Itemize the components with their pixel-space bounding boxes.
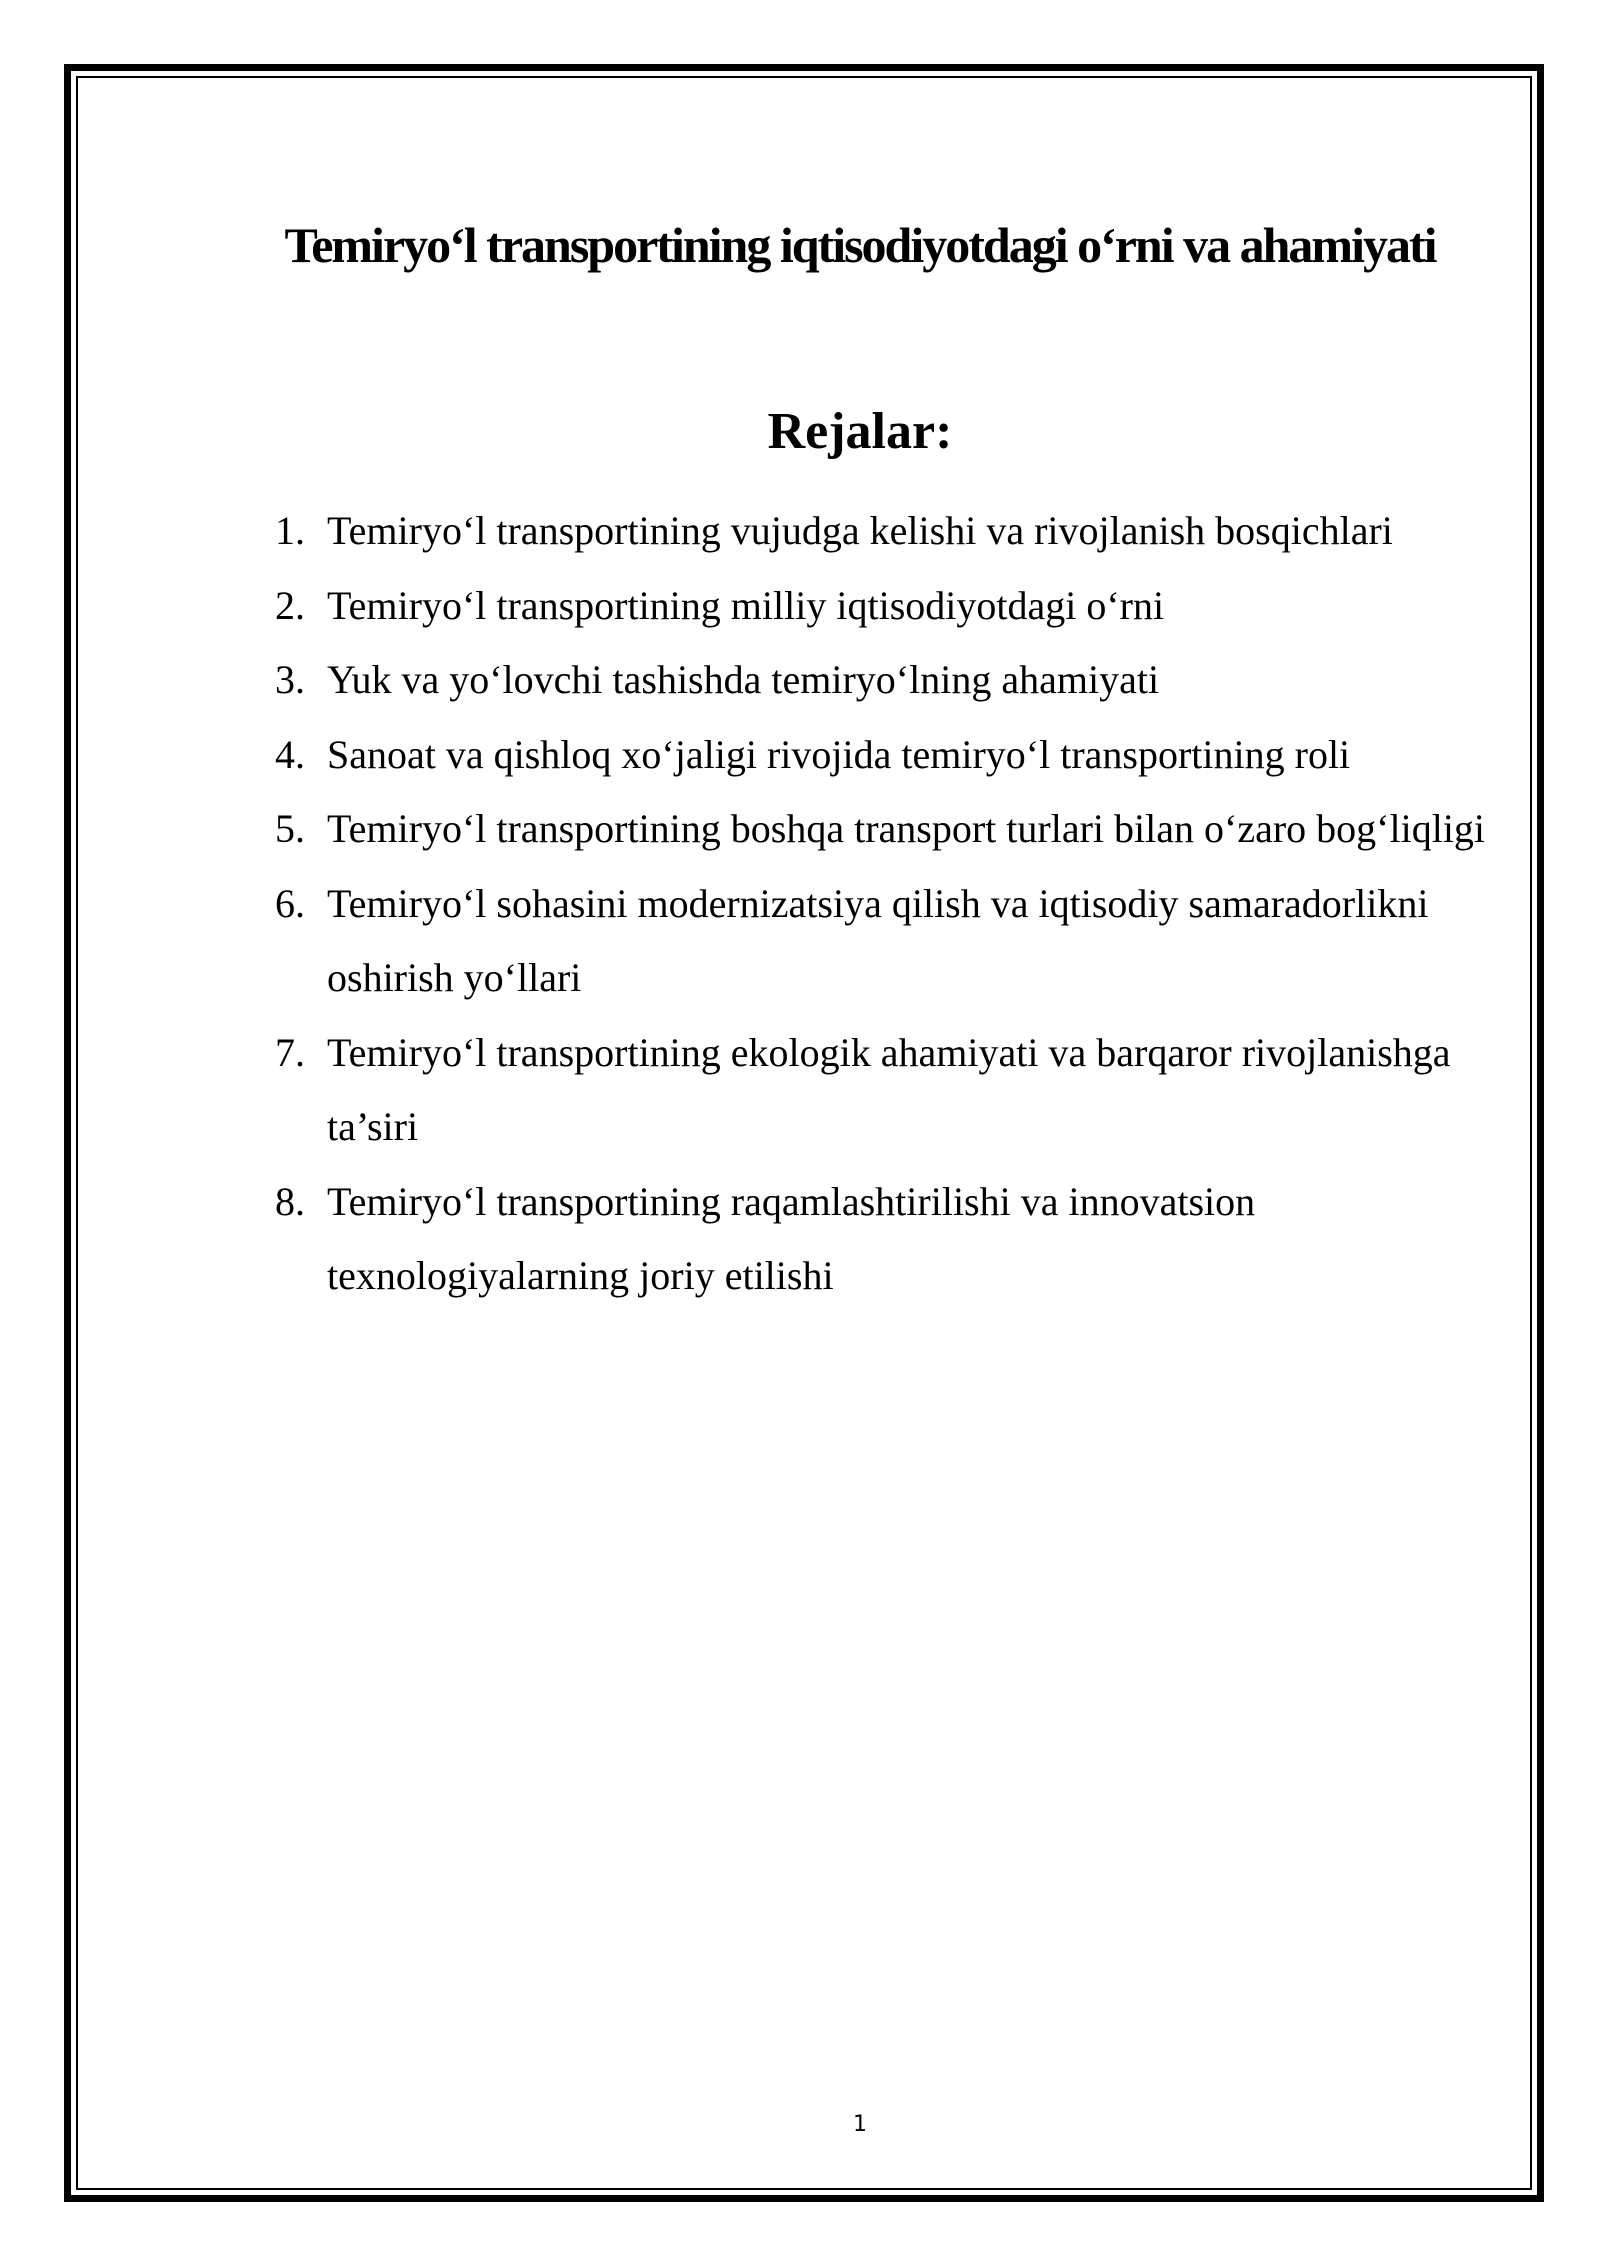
plan-item-text: Temiryo‘l sohasini modernizatsiya qilish va iqtisodiy samaradorlikni oshirish yo‘llari <box>327 880 1429 1000</box>
plan-item-text: Temiryo‘l transportining boshqa transport turlari bilan o‘zaro bog‘liqligi <box>327 806 1486 851</box>
plan-item-text: Temiryo‘l transportining vujudga kelishi va rivojlanish bosqichlari <box>327 508 1393 553</box>
plan-item-number: 4. <box>275 731 305 777</box>
plan-list <box>272 494 1492 1314</box>
plan-item-number: 1. <box>275 508 305 553</box>
plan-item <box>272 718 1492 793</box>
plan-item <box>272 494 1492 569</box>
plan-item <box>272 643 1492 718</box>
plan-item-number: 5. <box>275 806 305 851</box>
plan-item <box>272 1016 1492 1165</box>
plan-item-text: Yuk va yo‘lovchi tashishda temiryo‘lning ahamiyati <box>327 657 1160 702</box>
plan-item-text: Temiryo‘l transportining raqamlashtirilishi va innovatsion texnologiyalarning joriy etilishi <box>327 1178 1256 1298</box>
document-title: Temiryo‘l transportining iqtisodiyotdagi o‘rni va ahamiyati <box>284 217 1436 273</box>
plan-item <box>272 867 1492 1016</box>
plan-item <box>272 1165 1492 1314</box>
plan-item-text: Sanoat va qishloq xo‘jaligi rivojida temiryo‘l transportining roli <box>327 731 1351 777</box>
plan-item <box>272 792 1492 867</box>
plan-heading: Rejalar: <box>767 403 953 460</box>
plan-item-text: Temiryo‘l transportining milliy iqtisodiyotdagi o‘rni <box>327 582 1165 628</box>
plan-item-number: 2. <box>275 582 305 628</box>
plan-item-number: 3. <box>275 657 305 702</box>
plan-item-text: Temiryo‘l transportining ekologik ahamiyati va barqaror rivojlanishga ta’siri <box>327 1029 1451 1149</box>
plan-item-number: 6. <box>275 880 305 926</box>
plan-item-number: 7. <box>275 1029 305 1075</box>
plan-item <box>272 569 1492 644</box>
page-number: 1 <box>853 2112 867 2137</box>
plan-item-number: 8. <box>275 1178 305 1224</box>
